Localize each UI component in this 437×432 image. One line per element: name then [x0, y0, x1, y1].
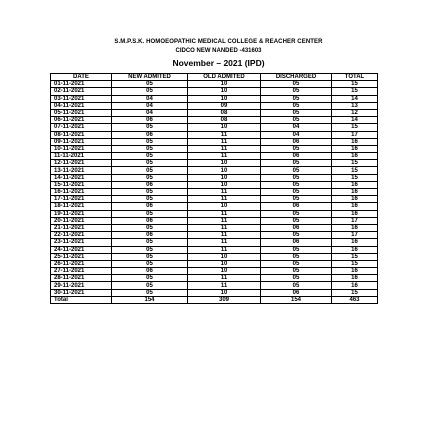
old-admitted-cell: 11: [188, 196, 261, 203]
discharged-cell: 05: [261, 189, 332, 196]
new-admitted-cell: 05: [112, 153, 188, 160]
date-cell: 26-11-2021: [51, 260, 112, 267]
discharged-cell: 05: [261, 102, 332, 109]
new-admitted-cell: 05: [112, 124, 188, 131]
date-cell: 06-11-2021: [51, 117, 112, 124]
date-cell: 16-11-2021: [51, 189, 112, 196]
total-cell: 13: [332, 102, 378, 109]
new-admitted-cell: 05: [112, 196, 188, 203]
date-cell: 25-11-2021: [51, 253, 112, 260]
new-admitted-cell: 05: [112, 253, 188, 260]
table-row: [51, 217, 378, 224]
old-admitted-cell: 10: [188, 167, 261, 174]
date-cell: 20-11-2021: [51, 217, 112, 224]
new-admitted-cell: 05: [112, 246, 188, 253]
date-cell: 27-11-2021: [51, 268, 112, 275]
table-row: [51, 145, 378, 152]
discharged-cell: 05: [261, 117, 332, 124]
table-row: [51, 109, 378, 116]
total-cell: 15: [332, 289, 378, 296]
old-admitted-cell: 10: [188, 260, 261, 267]
date-cell: 21-11-2021: [51, 224, 112, 231]
total-cell: 16: [332, 246, 378, 253]
new-admitted-cell: 06: [112, 131, 188, 138]
institution-name: S.M.P.S.K. HOMOEOPATHIC MEDICAL COLLEGE & REACHER CENTER: [114, 39, 323, 45]
discharged-cell: 06: [261, 138, 332, 145]
total-cell: 16: [332, 210, 378, 217]
total-cell: 16: [332, 153, 378, 160]
column-header-old-admitted: OLD ADMITED: [188, 74, 261, 81]
new-admitted-cell: 05: [112, 145, 188, 152]
old-admitted-cell: 10: [188, 160, 261, 167]
new-admitted-cell: 05: [112, 167, 188, 174]
discharged-cell: 05: [261, 246, 332, 253]
discharged-cell: 06: [261, 239, 332, 246]
discharged-cell: 06: [261, 289, 332, 296]
total-cell: 15: [332, 260, 378, 267]
ipd-register-table: [50, 73, 378, 304]
discharged-cell: 05: [261, 145, 332, 152]
total-cell: 15: [332, 81, 378, 88]
discharged-cell: 05: [261, 232, 332, 239]
table-row: [51, 160, 378, 167]
column-header-discharged: DISCHARGED: [261, 74, 332, 81]
table-body: [51, 81, 378, 304]
table-header-row: [51, 74, 378, 81]
date-cell: 22-11-2021: [51, 232, 112, 239]
table-row: [51, 167, 378, 174]
total-cell: 17: [332, 232, 378, 239]
date-cell: 11-11-2021: [51, 153, 112, 160]
discharged-cell: 05: [261, 81, 332, 88]
discharged-cell: 06: [261, 203, 332, 210]
institution-address: CIDCO NEW NANDED -431603: [175, 48, 262, 54]
discharged-cell: 05: [261, 167, 332, 174]
date-cell: 12-11-2021: [51, 160, 112, 167]
total-cell: 16: [332, 203, 378, 210]
new-admitted-cell: 05: [112, 88, 188, 95]
new-admitted-cell: 05: [112, 260, 188, 267]
new-admitted-cell: 04: [112, 109, 188, 116]
total-cell: 16: [332, 138, 378, 145]
discharged-cell: 05: [261, 160, 332, 167]
new-admitted-cell: 04: [112, 95, 188, 102]
old-admitted-cell: 11: [188, 239, 261, 246]
date-cell: 15-11-2021: [51, 181, 112, 188]
old-admitted-cell: 11: [188, 189, 261, 196]
old-admitted-cell: 10: [188, 268, 261, 275]
new-admitted-cell: 05: [112, 275, 188, 282]
total-cell: 16: [332, 181, 378, 188]
table-row: [51, 189, 378, 196]
new-admitted-cell: 06: [112, 117, 188, 124]
table-row: [51, 124, 378, 131]
new-admitted-cell: 05: [112, 210, 188, 217]
table-row: [51, 153, 378, 160]
discharged-cell: 05: [261, 253, 332, 260]
table-row: [51, 117, 378, 124]
old-admitted-cell: 10: [188, 253, 261, 260]
total-cell: 16: [332, 275, 378, 282]
new-admitted-cell: 04: [112, 102, 188, 109]
new-admitted-cell: 05: [112, 239, 188, 246]
date-cell: 13-11-2021: [51, 167, 112, 174]
date-cell: 30-11-2021: [51, 289, 112, 296]
old-admitted-cell: 10: [188, 88, 261, 95]
discharged-cell: 06: [261, 153, 332, 160]
table-row: [51, 275, 378, 282]
total-cell: 14: [332, 95, 378, 102]
old-admitted-cell: 11: [188, 282, 261, 289]
old-admitted-cell: 08: [188, 109, 261, 116]
total-cell: 16: [332, 224, 378, 231]
total-cell: 16: [332, 239, 378, 246]
total-cell: 15: [332, 160, 378, 167]
total-old-admitted: 309: [188, 296, 261, 303]
total-cell: 15: [332, 167, 378, 174]
report-period-title: November – 2021 (IPD): [172, 58, 265, 68]
date-cell: 09-11-2021: [51, 138, 112, 145]
new-admitted-cell: 06: [112, 232, 188, 239]
date-cell: 17-11-2021: [51, 196, 112, 203]
discharged-cell: 05: [261, 174, 332, 181]
table-row: [51, 289, 378, 296]
column-header-total: TOTAL: [332, 74, 378, 81]
total-row: [51, 296, 378, 303]
table-row: [51, 232, 378, 239]
date-cell: 23-11-2021: [51, 239, 112, 246]
column-header-date: DATE: [51, 74, 112, 81]
discharged-cell: 05: [261, 268, 332, 275]
old-admitted-cell: 11: [188, 153, 261, 160]
date-cell: 01-11-2021: [51, 81, 112, 88]
old-admitted-cell: 11: [188, 224, 261, 231]
discharged-cell: 05: [261, 275, 332, 282]
table-row: [51, 268, 378, 275]
table-row: [51, 282, 378, 289]
table-row: [51, 138, 378, 145]
new-admitted-cell: 06: [112, 203, 188, 210]
old-admitted-cell: 11: [188, 145, 261, 152]
discharged-cell: 05: [261, 260, 332, 267]
old-admitted-cell: 11: [188, 275, 261, 282]
table-row: [51, 239, 378, 246]
grand-total: 463: [332, 296, 378, 303]
table-row: [51, 253, 378, 260]
table-row: [51, 88, 378, 95]
old-admitted-cell: 11: [188, 138, 261, 145]
old-admitted-cell: 11: [188, 210, 261, 217]
discharged-cell: 06: [261, 224, 332, 231]
total-cell: 15: [332, 88, 378, 95]
old-admitted-cell: 10: [188, 124, 261, 131]
total-cell: 15: [332, 174, 378, 181]
new-admitted-cell: 05: [112, 174, 188, 181]
discharged-cell: 05: [261, 181, 332, 188]
old-admitted-cell: 11: [188, 246, 261, 253]
discharged-cell: 05: [261, 217, 332, 224]
date-cell: 02-11-2021: [51, 88, 112, 95]
old-admitted-cell: 10: [188, 81, 261, 88]
column-header-new-admitted: NEW ADMITED: [112, 74, 188, 81]
date-cell: 04-11-2021: [51, 102, 112, 109]
total-cell: 16: [332, 196, 378, 203]
total-cell: 14: [332, 117, 378, 124]
discharged-cell: 05: [261, 95, 332, 102]
discharged-cell: 05: [261, 210, 332, 217]
total-cell: 15: [332, 124, 378, 131]
total-cell: 17: [332, 131, 378, 138]
old-admitted-cell: 08: [188, 117, 261, 124]
table-row: [51, 95, 378, 102]
old-admitted-cell: 11: [188, 217, 261, 224]
table-row: [51, 203, 378, 210]
discharged-cell: 05: [261, 109, 332, 116]
date-cell: 29-11-2021: [51, 282, 112, 289]
new-admitted-cell: 05: [112, 81, 188, 88]
total-discharged: 154: [261, 296, 332, 303]
table-row: [51, 210, 378, 217]
old-admitted-cell: 10: [188, 289, 261, 296]
old-admitted-cell: 10: [188, 95, 261, 102]
table-row: [51, 81, 378, 88]
date-cell: 05-11-2021: [51, 109, 112, 116]
discharged-cell: 04: [261, 124, 332, 131]
discharged-cell: 05: [261, 196, 332, 203]
new-admitted-cell: 06: [112, 217, 188, 224]
date-cell: 08-11-2021: [51, 131, 112, 138]
total-cell: 16: [332, 145, 378, 152]
new-admitted-cell: 05: [112, 282, 188, 289]
table-row: [51, 131, 378, 138]
date-cell: 03-11-2021: [51, 95, 112, 102]
old-admitted-cell: 10: [188, 174, 261, 181]
discharged-cell: 05: [261, 282, 332, 289]
date-cell: 19-11-2021: [51, 210, 112, 217]
table-row: [51, 181, 378, 188]
discharged-cell: 05: [261, 88, 332, 95]
date-cell: 18-11-2021: [51, 203, 112, 210]
total-cell: 15: [332, 253, 378, 260]
total-cell: 16: [332, 282, 378, 289]
date-cell: 28-11-2021: [51, 275, 112, 282]
date-cell: 07-11-2021: [51, 124, 112, 131]
total-cell: 16: [332, 189, 378, 196]
new-admitted-cell: 05: [112, 289, 188, 296]
new-admitted-cell: 05: [112, 160, 188, 167]
old-admitted-cell: 10: [188, 203, 261, 210]
new-admitted-cell: 06: [112, 268, 188, 275]
old-admitted-cell: 11: [188, 131, 261, 138]
table-row: [51, 174, 378, 181]
table-row: [51, 102, 378, 109]
total-label: Total: [51, 296, 112, 303]
table-row: [51, 246, 378, 253]
new-admitted-cell: 05: [112, 138, 188, 145]
discharged-cell: 04: [261, 131, 332, 138]
total-new-admitted: 154: [112, 296, 188, 303]
table-row: [51, 224, 378, 231]
table-row: [51, 260, 378, 267]
date-cell: 10-11-2021: [51, 145, 112, 152]
old-admitted-cell: 09: [188, 102, 261, 109]
total-cell: 12: [332, 109, 378, 116]
old-admitted-cell: 11: [188, 232, 261, 239]
new-admitted-cell: 05: [112, 189, 188, 196]
new-admitted-cell: 06: [112, 181, 188, 188]
date-cell: 24-11-2021: [51, 246, 112, 253]
new-admitted-cell: 05: [112, 224, 188, 231]
table-row: [51, 196, 378, 203]
total-cell: 16: [332, 268, 378, 275]
total-cell: 17: [332, 217, 378, 224]
old-admitted-cell: 10: [188, 181, 261, 188]
date-cell: 14-11-2021: [51, 174, 112, 181]
